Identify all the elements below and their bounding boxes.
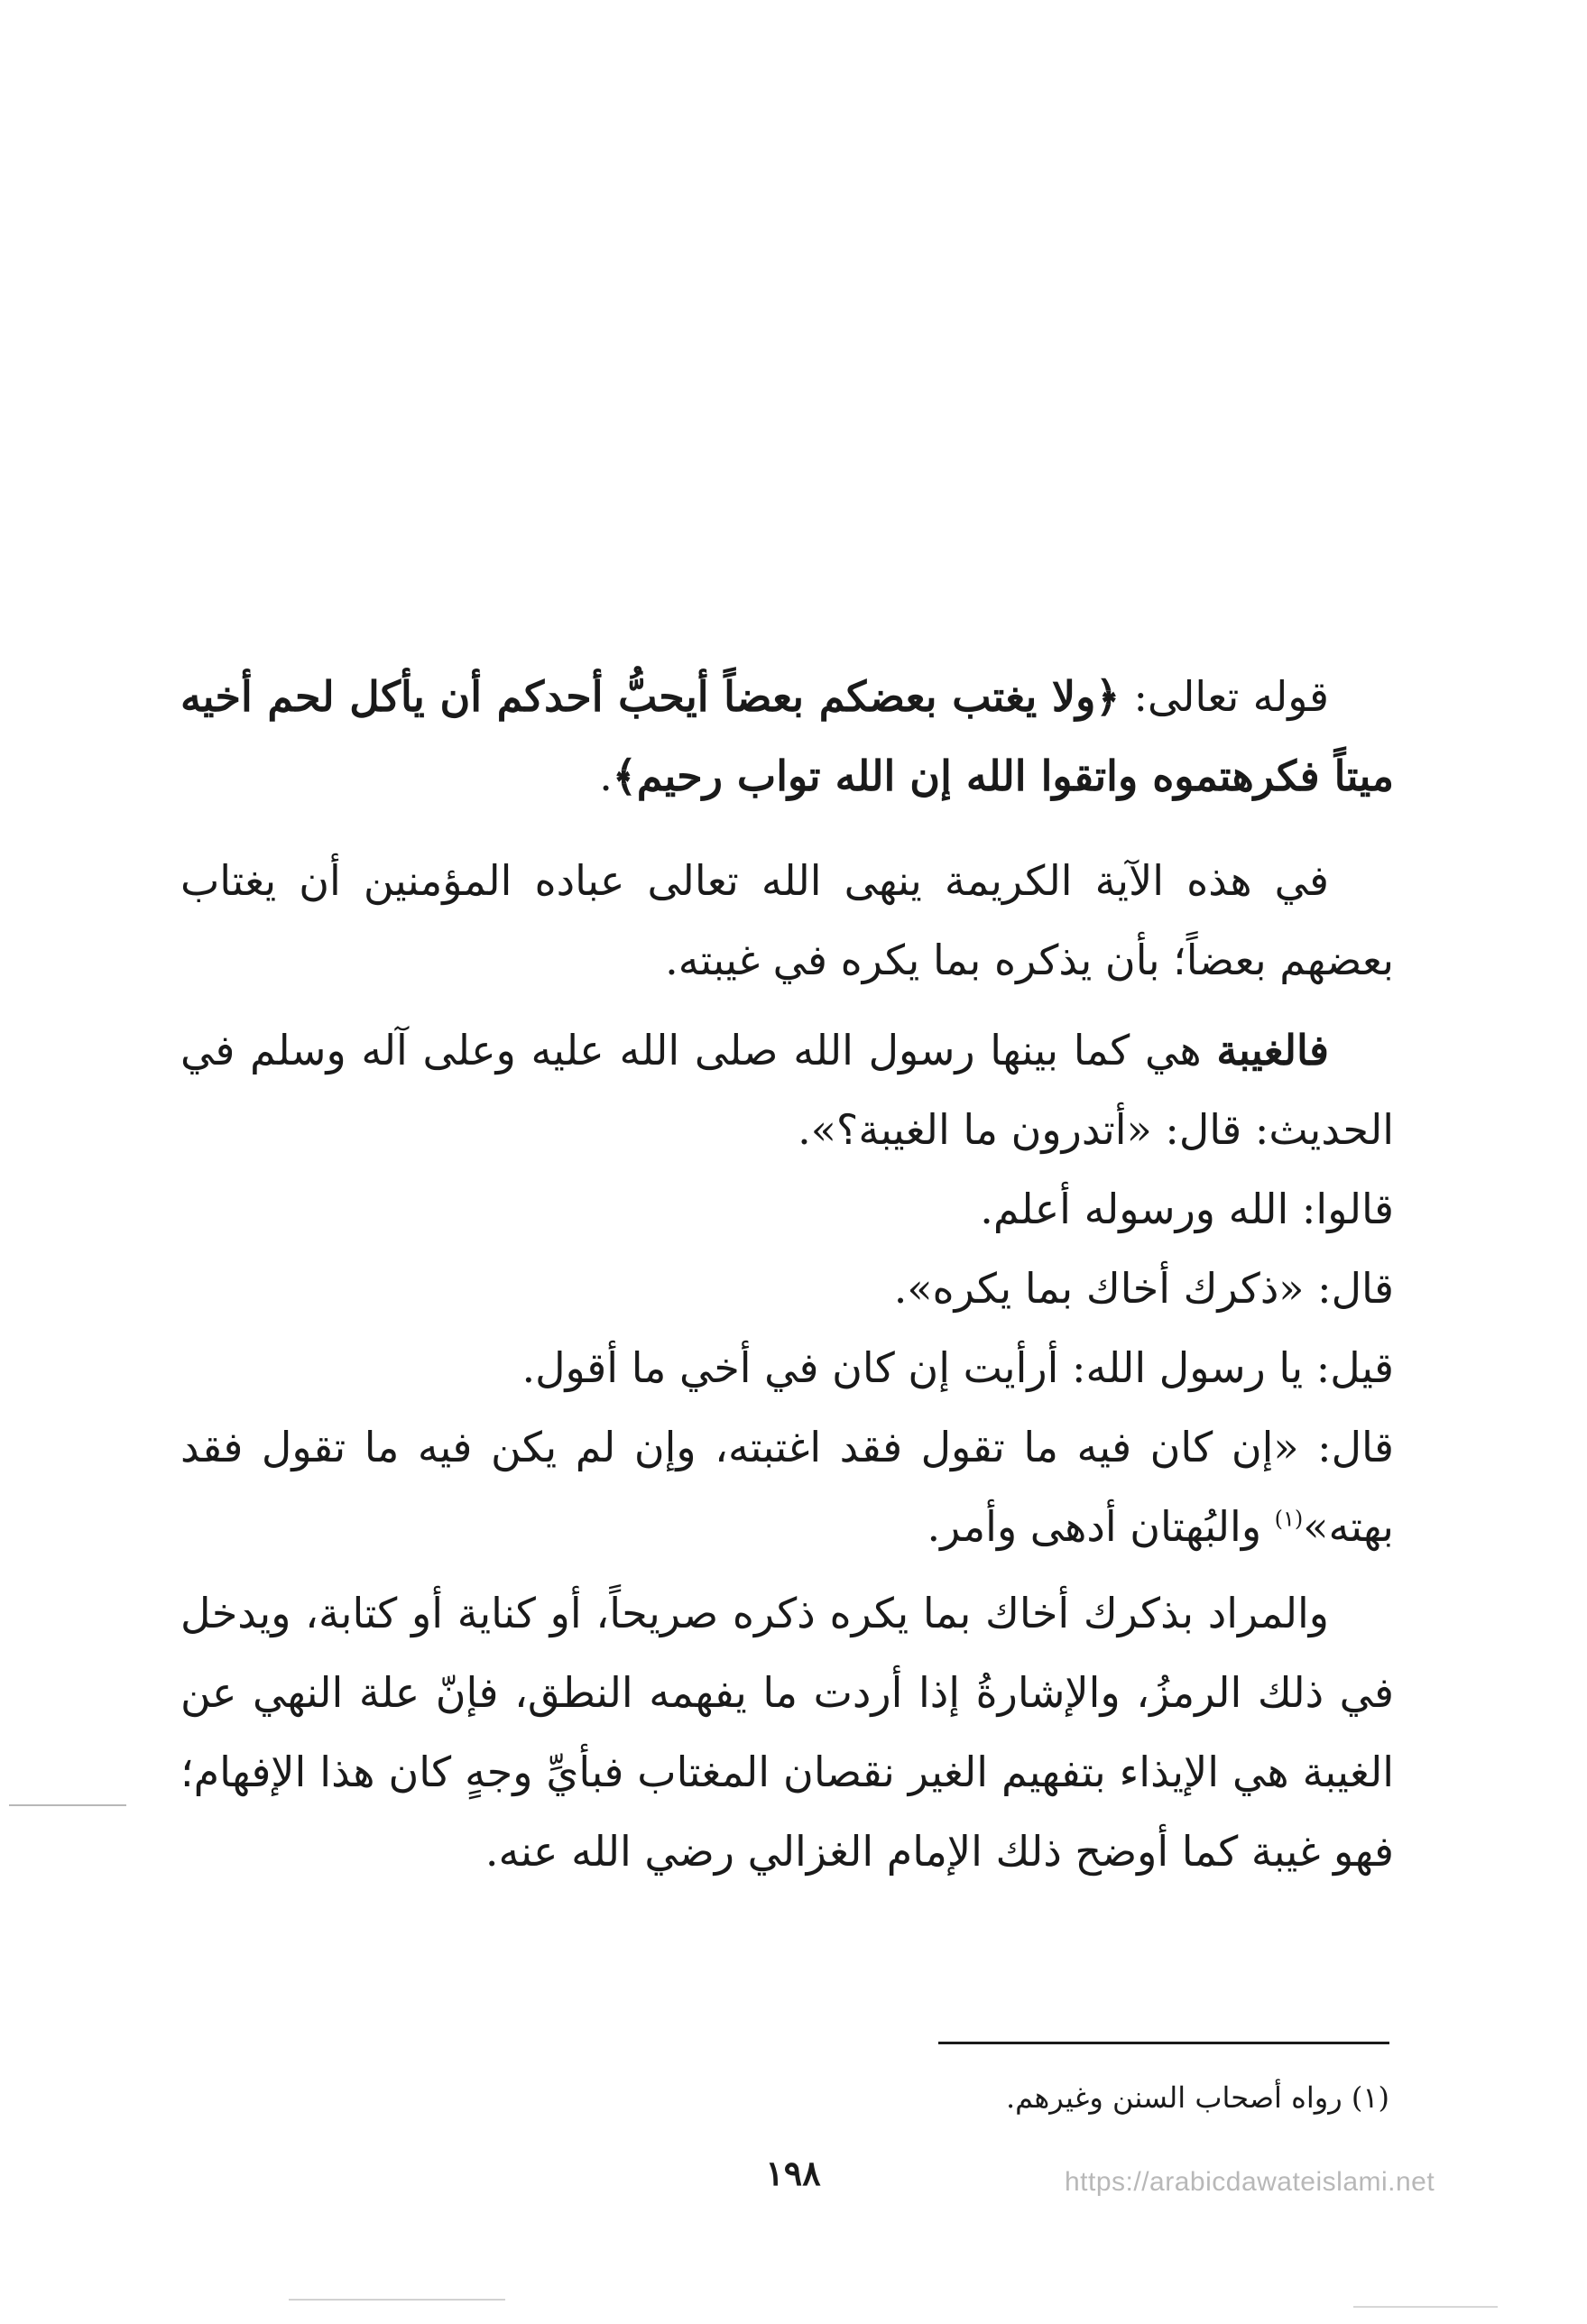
dialog-line-1: قالوا: الله ورسوله أعلم. bbox=[980, 1185, 1394, 1233]
meaning-paragraph bbox=[180, 1573, 1394, 1891]
hadith-intro-text: هي كما بينها رسول الله صلى الله عليه وعلى آله وسلم في الحديث: قال: «أتدرون ما الغيبة؟». bbox=[180, 1026, 1394, 1154]
verse-intro: قوله تعالى: bbox=[1120, 672, 1329, 721]
explanation-text: في هذه الآية الكريمة ينهى الله تعالى عباده المؤمنين أن يغتاب بعضهم بعضاً؛ بأن يذكره بما يكره في غيبته. bbox=[180, 856, 1394, 984]
dialog-line-4-text: قال: «إن كان فيه ما تقول فقد اغتبته، وإن لم يكن فيه ما تقول فقد بهته» bbox=[180, 1423, 1394, 1551]
scan-artifact bbox=[9, 1804, 126, 1806]
explanation-paragraph bbox=[180, 841, 1394, 1000]
meaning-text: والمراد بذكرك أخاك بما يكره ذكره صريحاً، أو كناية أو كتابة، ويدخل في ذلك الرمزُ، والإشارةُ إذا أردت ما يفهمه النطق، فإنّ علة النهي عن الغيبة هي الإيذاء بتفهيم الغير نقصان المغتاب فبأيِّ وجهٍ كان هذا الإفهام؛ فهو غيبة كما أوضح ذلك الإمام الغزالي رضي الله عنه. bbox=[180, 1589, 1394, 1876]
hadith-lead-word: فالغيبة bbox=[1216, 1026, 1329, 1074]
quran-verse: ﴿ولا يغتب بعضكم بعضاً أيحبُّ أحدكم أن يأكل لحم أخيه ميتاً فكرهتموه واتقوا الله إن الله تواب رحيم﴾ bbox=[180, 672, 1394, 800]
footnote-divider bbox=[938, 2042, 1389, 2044]
footnote-reference: (١) bbox=[1274, 1506, 1304, 1532]
scan-artifact bbox=[289, 2299, 505, 2301]
verse-paragraph-text bbox=[180, 657, 1394, 816]
footnote: (١) رواه أصحاب السنن وغيرهم. bbox=[1005, 2080, 1389, 2115]
page-number: ١٩٨ bbox=[765, 2153, 821, 2193]
hadith-section bbox=[180, 1010, 1394, 1566]
scan-artifact bbox=[1353, 2306, 1498, 2308]
verse-paragraph bbox=[180, 657, 1394, 816]
dialog-line-2: قال: «ذكرك أخاك بما يكره». bbox=[893, 1264, 1394, 1313]
hadith-intro bbox=[180, 1010, 1394, 1169]
source-watermark: https://arabicdawateislami.net bbox=[1065, 2167, 1435, 2197]
dialog-line-3: قيل: يا رسول الله: أرأيت إن كان في أخي ما أقول. bbox=[521, 1343, 1394, 1392]
verse-end: . bbox=[599, 752, 613, 800]
dialog-line-4 bbox=[180, 1407, 1394, 1566]
dialog-line-4-tail: والبُهتان أدهى وأمر. bbox=[927, 1502, 1275, 1551]
